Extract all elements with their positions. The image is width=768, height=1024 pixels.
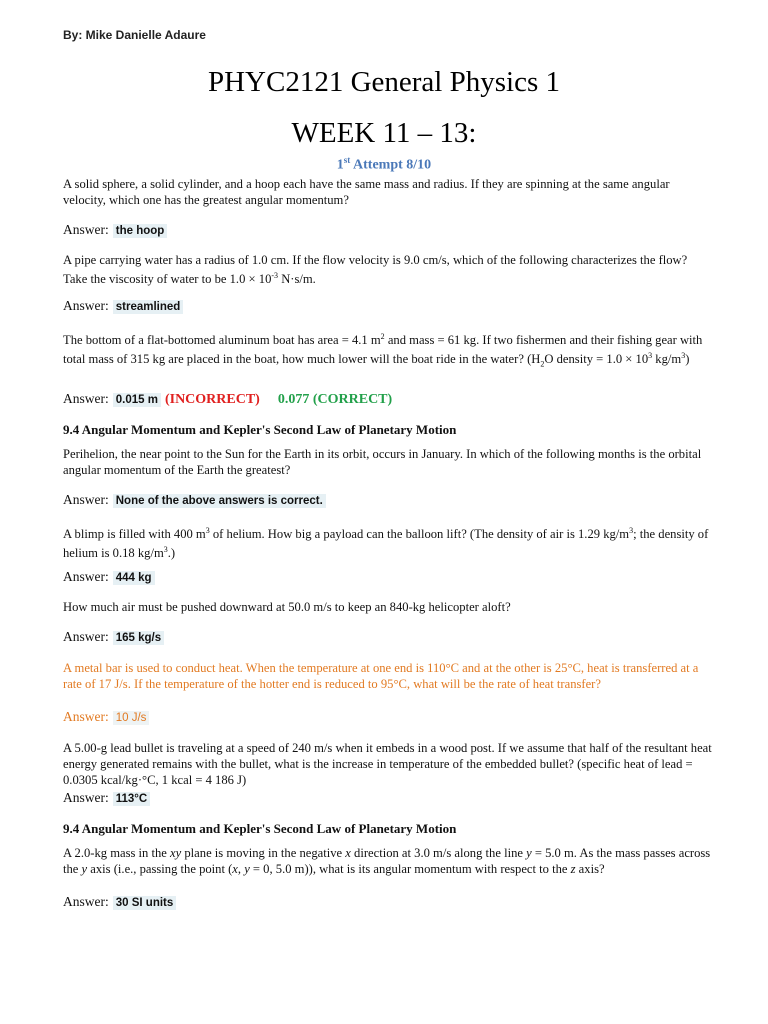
answer-5: Answer: 444 kg — [63, 569, 155, 585]
incorrect-mark: (INCORRECT) — [164, 392, 260, 407]
answer-2: Answer: streamlined — [63, 298, 183, 314]
author-byline: By: Mike Danielle Adaure — [63, 28, 206, 42]
correct-answer: 0.077 (CORRECT) — [277, 392, 393, 407]
question-3: The bottom of a flat-bottomed aluminum boat has area = 4.1 $m^2$ and mass = 61 kg. If two fishermen and their fishing gear with total mass of 315 kg are placed in the boat, how much lower will the boat ride in the water? ($H_2O$ density = $1.0 \times 10^3$ $kg/m^3$) — [63, 332, 703, 369]
section-heading-1: 9.4 Angular Momentum and Kepler's Second Law of Planetary Motion — [63, 422, 457, 437]
answer-value: 0.015 m — [113, 393, 161, 407]
attempt-score: 1st Attempt 8/10 — [336, 155, 432, 173]
answer-8: Answer: 113°C — [63, 790, 150, 806]
question-7: A metal bar is used to conduct heat. When the temperature at one end is 110°C and at the other is 25°C, heat is transferred at a rate of 17 J/s. If the temperature of the hotter end is reduced to 95°C, what will be the rate of heat transfer? — [63, 661, 699, 691]
question-4: Perihelion, the near point to the Sun for the Earth in its orbit, occurs in January. In which of the following months is the orbital angular momentum of the Earth the greatest? — [63, 447, 702, 477]
answer-value: None of the above answers is correct. — [113, 494, 326, 508]
answer-value: 113°C — [113, 792, 150, 806]
answer-1: Answer: the hoop — [63, 222, 167, 238]
question-8: A 5.00-g lead bullet is traveling at a speed of 240 m/s when it embeds in a wood post. If we assume that half of the resultant heat energy generated remains with the bullet, what is the increase in temperature of the embedded bullet? (specific heat of lead = 0.0305 kcal/kg·°C, 1 kcal = 4 186 J) — [63, 741, 712, 787]
week-title: WEEK 11 – 13: — [291, 117, 477, 149]
answer-value: 165 kg/s — [113, 631, 164, 645]
answer-value: 444 kg — [113, 571, 155, 585]
section-heading-2: 9.4 Angular Momentum and Kepler's Second Law of Planetary Motion — [63, 821, 457, 836]
answer-value: the hoop — [113, 224, 168, 238]
question-5: A blimp is filled with 400 $m^3$ of helium. How big a payload can the balloon lift? (The density of air is 1.29 $kg/m^3$; the density of helium is 0.18 $kg/m^3$.) — [63, 526, 709, 561]
course-title: PHYC2121 General Physics 1 — [207, 66, 560, 98]
question-9: A 2.0-kg mass in the xy plane is moving in the negative x direction at 3.0 m/s along the line y = 5.0 m. As the mass passes across the y axis (i.e., passing the point (x, y = 0, 5.0 m)), what is its angular momentum with respect to the z axis? — [63, 846, 711, 876]
answer-6: Answer: 165 kg/s — [63, 629, 164, 645]
answer-9: Answer: 30 SI units — [63, 894, 176, 910]
answer-value: 30 SI units — [113, 896, 177, 910]
answer-7: Answer: 10 J/s — [63, 709, 149, 725]
answer-value: streamlined — [113, 300, 184, 314]
question-6: How much air must be pushed downward at 50.0 m/s to keep an 840-kg helicopter aloft? — [63, 600, 511, 614]
question-2: A pipe carrying water has a radius of 1.0 cm. If the flow velocity is 9.0 cm/s, which of the following characterizes the flow? Take the viscosity of water to be $1.0 \times 10^{-3}$ N·s/m. — [63, 253, 688, 287]
answer-3: Answer: 0.015 m (INCORRECT) 0.077 (CORRECT) — [63, 391, 393, 407]
answer-4: Answer: None of the above answers is correct. — [63, 492, 326, 508]
answer-value: 10 J/s — [113, 711, 150, 725]
question-1: A solid sphere, a solid cylinder, and a hoop each have the same mass and radius. If they are spinning at the same angular velocity, which one has the greatest angular momentum? — [63, 177, 670, 207]
